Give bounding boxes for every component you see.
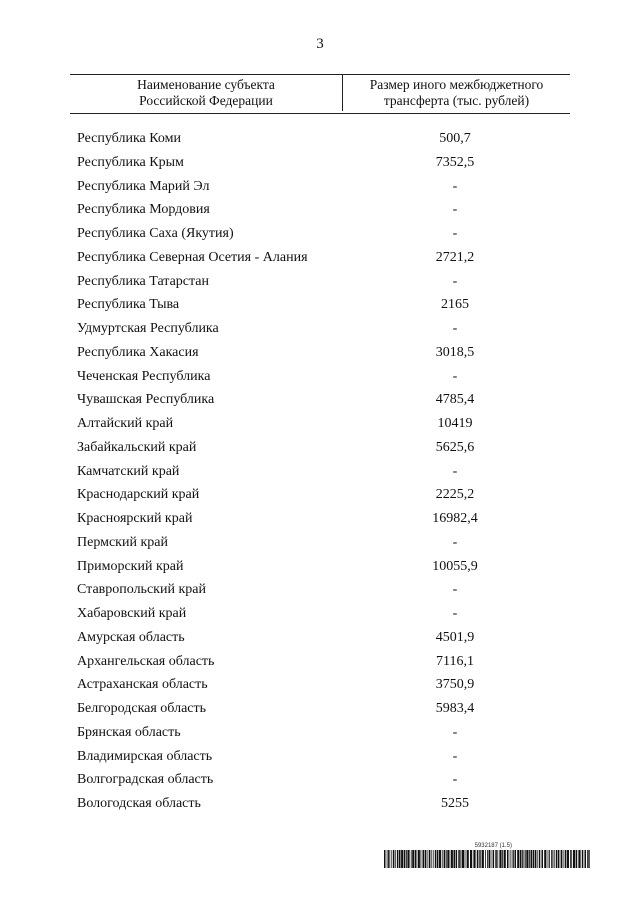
row-subject-name: Республика Саха (Якутия) xyxy=(77,226,234,241)
barcode-bar xyxy=(552,850,553,868)
barcode-bar xyxy=(395,850,396,868)
barcode-bar xyxy=(589,850,590,868)
table-row xyxy=(0,341,640,365)
barcode-bar xyxy=(439,850,441,868)
table-row xyxy=(0,222,640,246)
barcode-bar xyxy=(563,850,564,868)
barcode-bar xyxy=(549,850,550,868)
barcode-icon xyxy=(384,850,590,868)
page-number: 3 xyxy=(316,36,324,52)
row-transfer-amount: - xyxy=(452,772,458,788)
barcode-label: 5932187 (1.5) xyxy=(474,843,512,849)
barcode-bar xyxy=(415,850,417,868)
table-row xyxy=(0,317,640,341)
row-subject-name: Чеченская Республика xyxy=(77,368,211,384)
barcode-bar xyxy=(401,850,403,868)
barcode-bar xyxy=(444,850,446,868)
barcode-bar xyxy=(578,850,580,868)
barcode-bar xyxy=(384,850,386,868)
header-transfer-amount-line-1: Размер иного межбюджетного xyxy=(369,77,544,92)
barcode-bar xyxy=(495,850,497,868)
row-transfer-amount: 4501,9 xyxy=(435,629,475,645)
header-subject-name-line-2: Российской Федерации xyxy=(139,93,273,108)
table-row xyxy=(0,792,640,816)
barcode-bar xyxy=(537,850,538,868)
barcode-bar xyxy=(425,850,427,868)
row-transfer-amount: 3750,9 xyxy=(435,677,475,693)
row-transfer-amount: - xyxy=(452,582,458,598)
barcode-bar xyxy=(556,850,558,868)
barcode-bar xyxy=(479,850,480,868)
barcode-bar xyxy=(497,850,498,868)
barcode-bar xyxy=(399,850,401,868)
row-transfer-amount: - xyxy=(452,748,458,764)
table-row xyxy=(0,151,640,175)
barcode-bar xyxy=(406,850,407,868)
barcode-bar xyxy=(573,850,575,868)
table-row xyxy=(0,388,640,412)
table-row xyxy=(0,436,640,460)
barcode-bar xyxy=(435,850,437,868)
barcode-bar xyxy=(456,850,458,868)
row-subject-name: Камчатский край xyxy=(77,463,180,479)
barcode-bar xyxy=(454,850,456,868)
barcode-bar xyxy=(551,850,552,868)
row-subject-name: Республика Хакасия xyxy=(77,344,199,360)
row-subject-name: Астраханская область xyxy=(77,677,208,693)
barcode-bar xyxy=(421,850,422,868)
row-subject-name: Брянская область xyxy=(77,724,181,740)
barcode-bar xyxy=(397,850,399,868)
barcode-bar xyxy=(544,850,546,868)
row-subject-name: Владимирская область xyxy=(77,748,213,764)
barcode-bar xyxy=(437,850,439,868)
table-row xyxy=(0,483,640,507)
table-row xyxy=(0,531,640,555)
table-row xyxy=(0,745,640,769)
barcode-bar xyxy=(451,850,453,868)
row-transfer-amount: - xyxy=(452,606,458,621)
barcode-bar xyxy=(412,850,414,868)
barcode-bar xyxy=(477,850,479,868)
barcode-bar xyxy=(431,850,432,868)
barcode-bar xyxy=(585,850,587,868)
table-row xyxy=(0,198,640,222)
barcode-bar xyxy=(576,850,578,868)
barcode-bar xyxy=(526,850,528,868)
barcode-bar xyxy=(525,850,526,868)
row-transfer-amount: - xyxy=(452,463,458,479)
barcode-bar xyxy=(515,850,517,868)
table-row xyxy=(0,650,640,674)
barcode-bar xyxy=(485,850,486,868)
barcode-bar xyxy=(407,850,409,868)
header-subject-name-line-1: Наименование субъекта xyxy=(137,77,275,92)
barcode-bar xyxy=(539,850,541,868)
barcode-bar xyxy=(491,850,492,868)
barcode-bar xyxy=(447,850,449,868)
barcode-bar xyxy=(522,850,523,868)
row-transfer-amount: - xyxy=(452,321,458,336)
table-row xyxy=(0,721,640,745)
header-subject-name xyxy=(70,77,342,109)
row-transfer-amount: - xyxy=(452,273,458,289)
row-transfer-amount: 3018,5 xyxy=(435,344,475,360)
barcode-bar xyxy=(517,850,519,868)
barcode-bar xyxy=(533,850,535,868)
row-subject-name: Чувашская Республика xyxy=(77,392,215,408)
row-transfer-amount: - xyxy=(452,534,458,550)
barcode-bar xyxy=(458,850,460,868)
row-subject-name: Республика Тыва xyxy=(77,297,180,313)
barcode-bar xyxy=(561,850,563,868)
table-row xyxy=(0,246,640,270)
barcode-bar xyxy=(467,850,469,868)
header-transfer-amount xyxy=(342,75,570,111)
barcode-bar xyxy=(512,850,513,868)
table-row xyxy=(0,555,640,579)
row-subject-name: Ставропольский край xyxy=(77,582,206,598)
row-subject-name: Республика Мордовия xyxy=(77,202,210,218)
barcode-bar xyxy=(513,850,514,868)
barcode-bar xyxy=(442,850,443,868)
row-subject-name: Хабаровский край xyxy=(77,606,187,621)
barcode-bar xyxy=(529,850,530,868)
barcode-bar xyxy=(520,850,522,868)
barcode-block xyxy=(384,842,590,868)
barcode-bar xyxy=(504,850,506,868)
row-transfer-amount: 500,7 xyxy=(439,131,471,146)
barcode-bar xyxy=(473,850,475,868)
row-subject-name: Республика Марий Эл xyxy=(77,178,210,194)
row-transfer-amount: 2225,2 xyxy=(435,487,475,503)
barcode-bar xyxy=(531,850,533,868)
barcode-bar xyxy=(393,850,395,868)
row-transfer-amount: 5625,6 xyxy=(435,439,475,455)
barcode-bar xyxy=(565,850,567,868)
table-row xyxy=(0,460,640,484)
barcode-bar xyxy=(502,850,503,868)
barcode-bar xyxy=(465,850,466,868)
barcode-bar xyxy=(542,850,544,868)
row-transfer-amount: 5983,4 xyxy=(435,701,475,716)
table-row xyxy=(0,673,640,697)
table-header xyxy=(70,74,570,114)
table-row xyxy=(0,578,640,602)
row-subject-name: Республика Татарстан xyxy=(77,273,210,289)
barcode-bar xyxy=(404,850,406,868)
barcode-bar xyxy=(499,850,501,868)
row-transfer-amount: 7352,5 xyxy=(435,154,475,170)
barcode-bar xyxy=(570,850,572,868)
row-subject-name: Республика Северная Осетия - Алания xyxy=(77,249,308,265)
barcode-bar xyxy=(587,850,589,868)
table-row xyxy=(0,626,640,650)
barcode-bar xyxy=(480,850,481,868)
barcode-bar xyxy=(493,850,495,868)
barcode-bar xyxy=(418,850,420,868)
row-subject-name: Красноярский край xyxy=(77,511,193,526)
table-row xyxy=(0,412,640,436)
table-row xyxy=(0,507,640,531)
barcode-bar xyxy=(524,850,525,868)
row-transfer-amount: - xyxy=(452,202,458,218)
row-transfer-amount: 2165 xyxy=(441,297,469,313)
row-subject-name: Вологодская область xyxy=(77,796,201,811)
barcode-bar xyxy=(427,850,428,868)
row-subject-name: Республика Коми xyxy=(77,131,181,146)
row-subject-name: Белгородская область xyxy=(77,701,207,716)
row-subject-name: Пермский край xyxy=(77,534,168,550)
row-transfer-amount: 5255 xyxy=(441,796,469,811)
row-subject-name: Удмуртская Республика xyxy=(77,321,219,336)
barcode-bar xyxy=(548,850,549,868)
row-subject-name: Волгоградская область xyxy=(77,772,214,788)
barcode-bar xyxy=(423,850,425,868)
barcode-bar xyxy=(433,850,434,868)
barcode-bar xyxy=(411,850,412,868)
barcode-bar xyxy=(482,850,484,868)
row-transfer-amount: - xyxy=(452,178,458,194)
header-transfer-amount-line-2: трансферта (тыс. рублей) xyxy=(383,93,530,108)
barcode-bar xyxy=(582,850,584,868)
row-transfer-amount: 7116,1 xyxy=(436,653,474,669)
table-body xyxy=(0,127,640,816)
barcode-bar xyxy=(507,850,509,868)
row-transfer-amount: 2721,2 xyxy=(435,249,475,265)
barcode-bar xyxy=(470,850,472,868)
row-transfer-amount: - xyxy=(452,368,458,384)
barcode-bar xyxy=(446,850,447,868)
table-row xyxy=(0,127,640,151)
table-row xyxy=(0,175,640,199)
barcode-bar xyxy=(429,850,431,868)
row-subject-name: Алтайский край xyxy=(77,416,174,431)
row-subject-name: Забайкальский край xyxy=(77,439,197,455)
row-subject-name: Краснодарский край xyxy=(77,487,200,503)
table-row xyxy=(0,697,640,721)
table-row xyxy=(0,768,640,792)
row-subject-name: Приморский край xyxy=(77,558,184,574)
row-transfer-amount: - xyxy=(452,724,458,740)
table-row xyxy=(0,270,640,294)
barcode-bar xyxy=(554,850,555,868)
row-subject-name: Амурская область xyxy=(77,629,185,645)
barcode-bar xyxy=(388,850,390,868)
barcode-bar xyxy=(489,850,491,868)
barcode-bar xyxy=(510,850,511,868)
barcode-bar xyxy=(567,850,569,868)
barcode-bar xyxy=(535,850,537,868)
row-transfer-amount: 10055,9 xyxy=(432,558,478,574)
barcode-bar xyxy=(391,850,392,868)
row-transfer-amount: 4785,4 xyxy=(435,392,475,408)
row-transfer-amount: 16982,4 xyxy=(432,511,478,526)
barcode-bar xyxy=(462,850,464,868)
barcode-bar xyxy=(460,850,461,868)
barcode-bar xyxy=(487,850,488,868)
row-transfer-amount: - xyxy=(452,226,458,241)
row-subject-name: Республика Крым xyxy=(77,154,184,170)
table-row xyxy=(0,365,640,389)
row-transfer-amount: 10419 xyxy=(437,416,473,431)
barcode-bar xyxy=(387,850,388,868)
table-row xyxy=(0,602,640,626)
row-subject-name: Архангельская область xyxy=(77,653,215,669)
barcode-bar xyxy=(558,850,560,868)
table-row xyxy=(0,293,640,317)
